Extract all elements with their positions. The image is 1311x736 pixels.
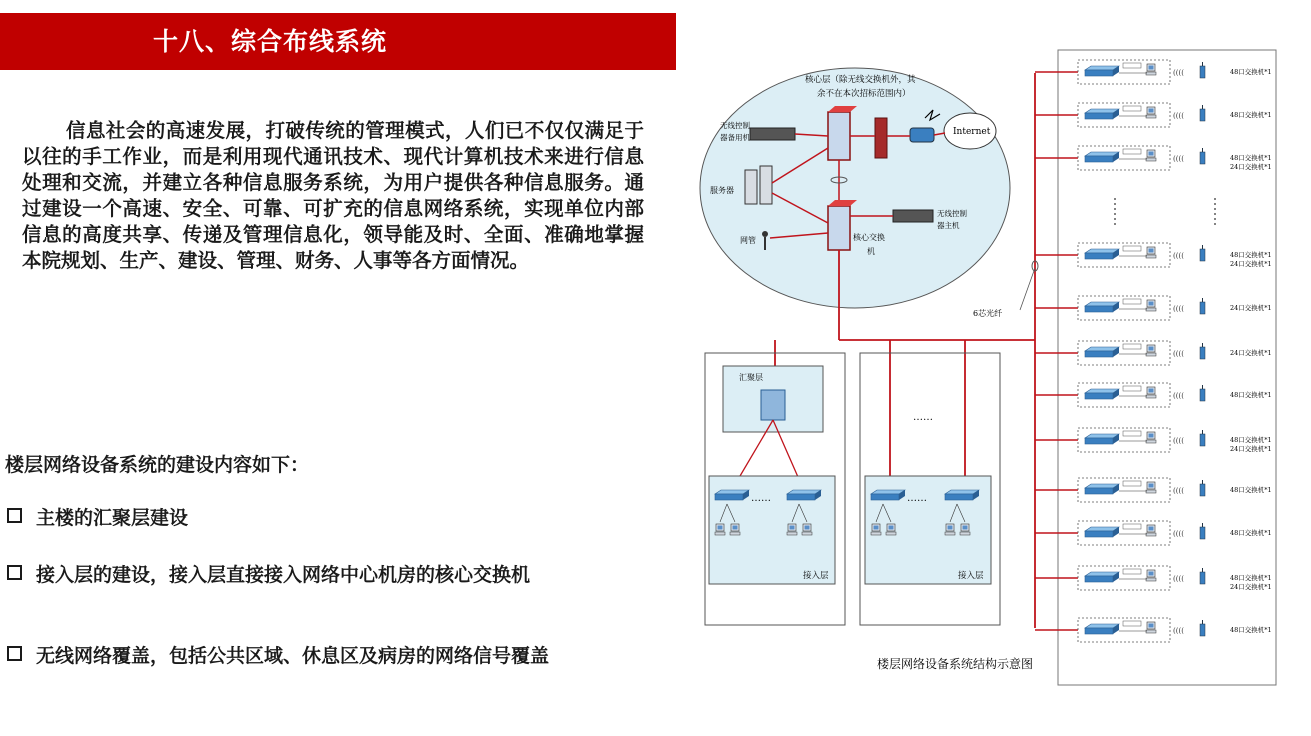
wireless-controller-backup — [750, 128, 795, 140]
bullet-text: 无线网络覆盖，包括公共区域、休息区及病房的网络信号覆盖 — [36, 645, 550, 667]
floor-pc — [1146, 432, 1156, 443]
bullet-item-access — [7, 560, 530, 587]
wifi-icon: (((( — [1173, 350, 1184, 358]
aggregation-switch — [761, 390, 785, 420]
floor-pc — [1146, 387, 1156, 398]
bullet-text: 主楼的汇聚层建设 — [36, 507, 189, 529]
floor-pc — [1146, 247, 1156, 258]
floor-pc — [1146, 622, 1156, 633]
floor-switch — [1085, 389, 1119, 399]
firewall — [875, 118, 887, 158]
floor-pc — [1146, 150, 1156, 161]
square-bullet-icon — [7, 508, 22, 523]
floor-row — [1035, 478, 1272, 502]
floor-row — [1035, 383, 1272, 407]
floor-switch-label: 48口交换机*1 — [1230, 154, 1272, 162]
floor-switch-label: 48口交换机*1 — [1230, 68, 1272, 76]
floor-switch — [1085, 109, 1119, 119]
floor-switch-label: 48口交换机*1 — [1230, 574, 1272, 582]
floor-switch-label: 24口交换机*1 — [1230, 349, 1272, 357]
floor-switch — [1085, 484, 1119, 494]
core-switch — [828, 206, 850, 250]
floor-row — [1035, 521, 1272, 545]
server-2 — [760, 166, 772, 204]
internet-label: Internet — [953, 127, 991, 137]
square-bullet-icon — [7, 646, 22, 661]
page-title: 十八、综合布线系统 — [152, 27, 387, 56]
floor-rows — [1035, 60, 1272, 642]
floor-switch — [1085, 152, 1119, 162]
router-blue — [910, 128, 934, 142]
floor-row — [1035, 428, 1272, 453]
block2-ellipsis: …… — [913, 412, 933, 423]
access-point-icon — [1200, 105, 1205, 121]
bullet-item-wireless — [7, 641, 549, 668]
floor-switch-label: 24口交换机*1 — [1230, 304, 1272, 312]
network-diagram — [695, 38, 1285, 698]
netadmin-label: 网管 — [740, 236, 756, 245]
wifi-icon: (((( — [1173, 487, 1184, 495]
wifi-icon: (((( — [1173, 252, 1184, 260]
wireless-backup-label: 无线控制 — [720, 121, 750, 130]
floor-switch-label: 48口交换机*1 — [1230, 529, 1272, 537]
floor-switch-label: 24口交换机*1 — [1230, 583, 1272, 591]
section-heading: 楼层网络设备系统的建设内容如下： — [5, 454, 310, 476]
access-point-icon — [1200, 343, 1205, 359]
diagram-caption: 楼层网络设备系统结构示意图 — [877, 657, 1034, 671]
access-layer-label-2: 接入层 — [958, 571, 984, 581]
core-router-top — [828, 112, 850, 160]
floor-pc — [1146, 345, 1156, 356]
floor-row — [1035, 243, 1272, 268]
floor-switch — [1085, 624, 1119, 634]
floor-switch — [1085, 66, 1119, 76]
core-switch-label: 核心交换 — [853, 233, 885, 242]
access-ellipsis-2: …… — [907, 493, 927, 504]
floor-switch-label: 48口交换机*1 — [1230, 626, 1272, 634]
wifi-icon: (((( — [1173, 305, 1184, 313]
access-ellipsis-1: …… — [751, 493, 771, 504]
floor-switch-label: 24口交换机*1 — [1230, 260, 1272, 268]
floor-switch-label: 48口交换机*1 — [1230, 111, 1272, 119]
fiber-label: 6芯光纤 — [973, 309, 1003, 318]
floor-switch-label: 48口交换机*1 — [1230, 251, 1272, 259]
floor-row — [1035, 566, 1272, 591]
wireless-backup-label-2: 器备用机 — [720, 133, 750, 142]
wifi-icon: (((( — [1173, 437, 1184, 445]
floor-pc — [1146, 570, 1156, 581]
wireless-main-label-2: 器主机 — [937, 221, 960, 230]
floor-switch-label: 48口交换机*1 — [1230, 391, 1272, 399]
floor-pc — [1146, 300, 1156, 311]
wireless-controller-main — [893, 210, 933, 222]
floor-switch — [1085, 434, 1119, 444]
floor-switch-label: 48口交换机*1 — [1230, 486, 1272, 494]
access-point-icon — [1200, 245, 1205, 261]
wifi-icon: (((( — [1173, 392, 1184, 400]
access-point-icon — [1200, 62, 1205, 78]
access-layer-label-1: 接入层 — [803, 571, 829, 581]
floor-row — [1035, 618, 1272, 642]
floor-row — [1035, 103, 1272, 127]
title-bar — [0, 13, 676, 70]
floor-pc — [1146, 482, 1156, 493]
wifi-icon: (((( — [1173, 155, 1184, 163]
floor-switch-label: 48口交换机*1 — [1230, 436, 1272, 444]
floor-row — [1035, 146, 1272, 171]
core-layer-label-2: 余不在本次招标范围内） — [817, 89, 911, 99]
core-layer-label: 核心层（除无线交换机外，其 — [805, 75, 916, 85]
access-point-icon — [1200, 523, 1205, 539]
wireless-main-label: 无线控制 — [937, 209, 967, 218]
floor-switch — [1085, 302, 1119, 312]
netadmin-person — [762, 231, 768, 237]
floor-switch-label: 24口交换机*1 — [1230, 163, 1272, 171]
wifi-icon: (((( — [1173, 69, 1184, 77]
floor-switch — [1085, 527, 1119, 537]
floor-row — [1035, 296, 1272, 320]
aggregation-label: 汇聚层 — [739, 373, 763, 382]
access-point-icon — [1200, 620, 1205, 636]
floor-switch — [1085, 347, 1119, 357]
access-point-icon — [1200, 480, 1205, 496]
server-label: 服务器 — [710, 186, 734, 195]
floor-switch — [1085, 572, 1119, 582]
access-point-icon — [1200, 430, 1205, 446]
core-switch-label-2: 机 — [867, 247, 875, 256]
floor-switch — [1085, 249, 1119, 259]
wifi-icon: (((( — [1173, 530, 1184, 538]
intro-paragraph: 信息社会的高速发展，打破传统的管理模式，人们已不仅仅满足于以往的手工作业，而是利用现代通讯技术、现代计算机技术来进行信息处理和交流，并建立各种信息服务系统，为用户提供各种信息服务。通过建设一个高速、安全、可靠、可扩充的信息网络系统，实现单位内部信息的高度共享、传递及管理信息化，领导能及时、全面、准确地掌握本院规划、生产、建设、管理、财务、人事等各方面情况。 — [22, 119, 644, 272]
access-point-icon — [1200, 568, 1205, 584]
server-1 — [745, 170, 757, 204]
floor-pc — [1146, 525, 1156, 536]
wifi-icon: (((( — [1173, 112, 1184, 120]
square-bullet-icon — [7, 565, 22, 580]
access-point-icon — [1200, 148, 1205, 164]
wifi-icon: (((( — [1173, 627, 1184, 635]
floor-row — [1035, 60, 1272, 84]
floor-pc — [1146, 107, 1156, 118]
floor-pc — [1146, 64, 1156, 75]
floor-switch-label: 24口交换机*1 — [1230, 445, 1272, 453]
bullet-text: 接入层的建设，接入层直接接入网络中心机房的核心交换机 — [36, 564, 531, 586]
bullet-item-aggregation — [7, 503, 188, 530]
floor-row — [1035, 341, 1272, 365]
access-point-icon — [1200, 385, 1205, 401]
wifi-icon: (((( — [1173, 575, 1184, 583]
access-point-icon — [1200, 298, 1205, 314]
